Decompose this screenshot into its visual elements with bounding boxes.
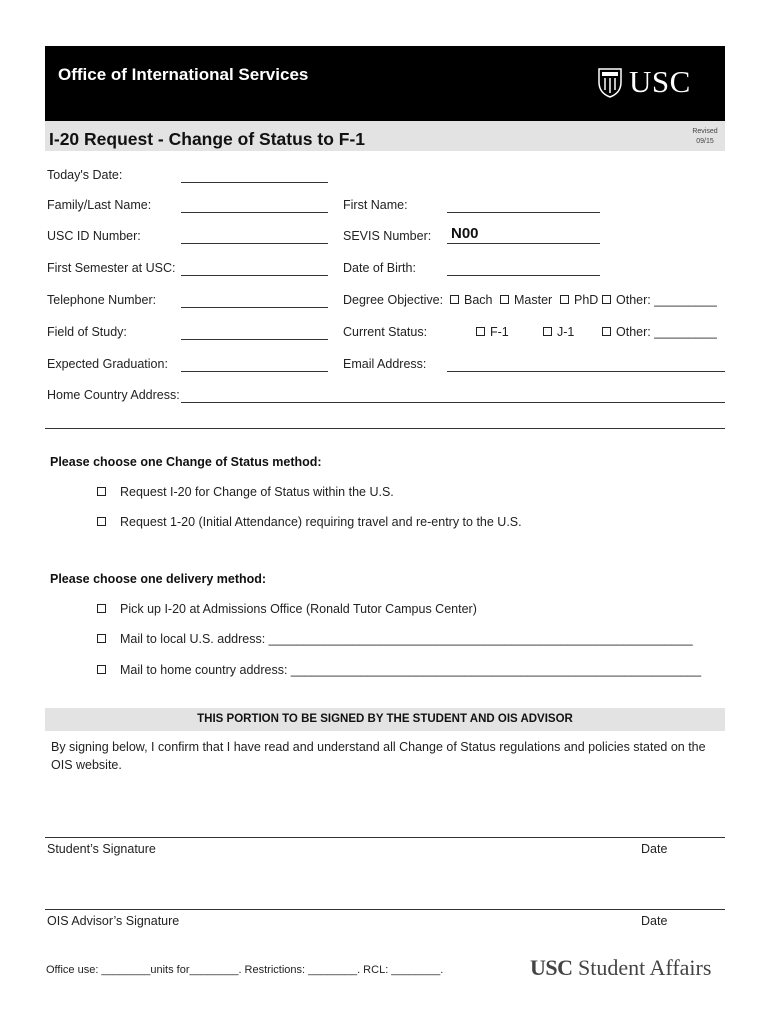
expected-graduation-field[interactable] (181, 371, 328, 372)
advisor-date-label: Date (641, 914, 668, 928)
delivery-option-label: Mail to home country address: ___________________________________________________________ (120, 663, 702, 677)
sevis-field[interactable] (447, 243, 600, 244)
telephone-label: Telephone Number: (47, 293, 157, 307)
revised-date: 09/15 (696, 138, 714, 145)
checkbox-icon (560, 295, 569, 304)
todays-date-field[interactable] (181, 182, 328, 183)
checkbox-icon (500, 295, 509, 304)
delivery-option-local[interactable] (97, 632, 693, 646)
status-option-label: J-1 (557, 325, 575, 339)
first-semester-label: First Semester at USC: (47, 261, 176, 275)
email-field[interactable] (447, 371, 725, 372)
cos-option-travel[interactable] (97, 515, 522, 529)
checkbox-icon (602, 327, 611, 336)
form-title: I-20 Request - Change of Status to F-1 (49, 129, 365, 149)
current-status-label: Current Status: (343, 325, 428, 339)
delivery-option-pickup[interactable] (97, 602, 477, 616)
usc-logo (597, 64, 691, 100)
sevis-label: SEVIS Number: (343, 229, 432, 243)
usc-seal-icon (597, 66, 623, 98)
family-name-label: Family/Last Name: (47, 198, 152, 212)
office-use-note: Office use: ________units for________. Restrictions: ________. RCL: ________. (46, 964, 444, 976)
delivery-option-label: Pick up I-20 at Admissions Office (Ronald Tutor Campus Center) (120, 602, 477, 616)
revised-note (688, 127, 722, 147)
degree-option-master[interactable] (500, 293, 552, 307)
signature-band-title: THIS PORTION TO BE SIGNED BY THE STUDENT AND OIS ADVISOR (197, 713, 573, 725)
status-option-j1[interactable] (543, 325, 574, 339)
student-affairs-logo-text: Student Affairs (578, 955, 712, 980)
field-of-study-label: Field of Study: (47, 325, 127, 339)
checkbox-icon (450, 295, 459, 304)
field-of-study-field[interactable] (181, 339, 328, 340)
status-option-label: F-1 (490, 325, 509, 339)
home-country-address-label: Home Country Address: (47, 388, 180, 402)
disclaimer-text: By signing below, I confirm that I have read and understand all Change of Status regulations and policies stated on the OIS website. (51, 740, 706, 772)
degree-objective-label: Degree Objective: (343, 293, 444, 307)
delivery-heading: Please choose one delivery method: (50, 572, 267, 586)
delivery-option-home[interactable] (97, 663, 701, 677)
first-name-label: First Name: (343, 198, 408, 212)
email-label: Email Address: (343, 357, 427, 371)
student-affairs-logo (530, 955, 711, 981)
advisor-signature-label: OIS Advisor’s Signature (47, 914, 180, 928)
first-semester-field[interactable] (181, 275, 328, 276)
advisor-signature-field[interactable] (45, 909, 725, 910)
office-title: Office of International Services (58, 65, 309, 84)
checkbox-icon (602, 295, 611, 304)
home-country-address-field-line2[interactable] (45, 428, 725, 429)
usc-id-label: USC ID Number: (47, 229, 141, 243)
cos-option-label: Request 1-20 (Initial Attendance) requiring travel and re-entry to the U.S. (120, 515, 522, 529)
cos-option-label: Request I-20 for Change of Status within the U.S. (120, 485, 394, 499)
checkbox-icon (97, 634, 106, 643)
degree-option-phd[interactable] (560, 293, 598, 307)
cos-option-within-us[interactable] (97, 485, 394, 499)
degree-option-bach[interactable] (450, 293, 493, 307)
checkbox-icon (476, 327, 485, 336)
cos-method-heading: Please choose one Change of Status method: (50, 455, 322, 469)
checkbox-icon (97, 517, 106, 526)
degree-option-label: Other: _________ (616, 293, 717, 307)
usc-id-field[interactable] (181, 243, 328, 244)
delivery-option-label: Mail to local U.S. address: _____________________________________________________________ (120, 632, 693, 646)
usc-logo-text: USC (629, 64, 691, 99)
degree-option-other[interactable] (602, 293, 717, 307)
status-option-f1[interactable] (476, 325, 509, 339)
expected-graduation-label: Expected Graduation: (47, 357, 168, 371)
checkbox-icon (97, 487, 106, 496)
sevis-prefix: N00 (451, 225, 479, 242)
home-country-address-field[interactable] (181, 402, 725, 403)
dob-label: Date of Birth: (343, 261, 416, 275)
student-signature-field[interactable] (45, 837, 725, 838)
status-option-label: Other: _________ (616, 325, 717, 339)
checkbox-icon (543, 327, 552, 336)
student-affairs-logo-usc: USC (530, 955, 573, 980)
telephone-field[interactable] (181, 307, 328, 308)
dob-field[interactable] (447, 275, 600, 276)
degree-option-label: Master (514, 293, 553, 307)
checkbox-icon (97, 604, 106, 613)
student-date-label: Date (641, 842, 668, 856)
revised-label: Revised (692, 128, 718, 135)
degree-option-label: PhD (574, 293, 599, 307)
family-name-field[interactable] (181, 212, 328, 213)
first-name-field[interactable] (447, 212, 600, 213)
status-option-other[interactable] (602, 325, 717, 339)
checkbox-icon (97, 665, 106, 674)
todays-date-label: Today's Date: (47, 168, 123, 182)
degree-option-label: Bach (464, 293, 493, 307)
student-signature-label: Student’s Signature (47, 842, 156, 856)
